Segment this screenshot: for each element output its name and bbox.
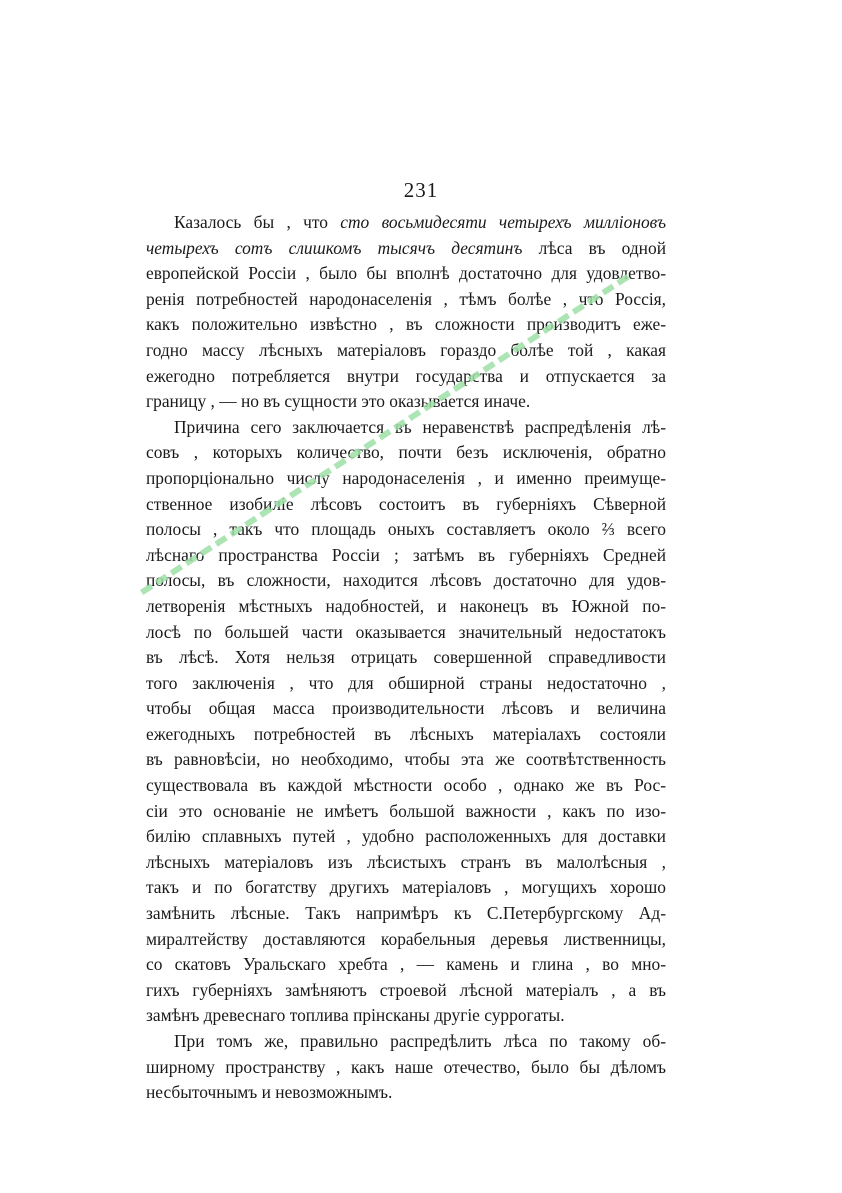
text-line — [146, 364, 666, 390]
text-segment: ежегодныхъ потребностей въ лѣсныхъ матеріалахъ состояли — [146, 723, 666, 744]
text-segment: миралтейству доставляются корабельныя деревья лиственницы, — [146, 928, 666, 949]
text-line — [146, 287, 666, 313]
text-segment: пропорціонально числу народонаселенія , и именно преимуще- — [146, 467, 666, 488]
text-segment: границу , — но въ сущности это оказывается иначе. — [146, 391, 531, 412]
text-line — [146, 978, 666, 1004]
text-line — [146, 952, 666, 978]
body-text — [146, 210, 666, 1106]
text-segment: Причина сего заключается въ неравенствѣ распредѣленія лѣ- — [174, 416, 666, 437]
text-segment: полосы, въ сложности, находится лѣсовъ достаточно для удов- — [146, 570, 666, 591]
text-line — [146, 594, 666, 620]
italic-text: четырехъ сотъ слишкомъ тысячъ десятинъ — [146, 237, 523, 258]
text-line — [146, 517, 666, 543]
text-segment: Казалось бы , что — [174, 212, 341, 232]
text-segment: замѣнить лѣсные. Такъ напримѣръ къ С.Петербургскому Ад- — [146, 903, 666, 924]
page-number: 231 — [403, 178, 439, 202]
text-segment: лосѣ по большей части оказывается значительный недостатокъ — [146, 621, 666, 642]
text-line — [146, 210, 666, 236]
text-segment: ширному пространству , какъ наше отечество, было бы дѣломъ — [146, 1056, 666, 1077]
text-segment: совъ , которыхъ количество, почти безъ исключенія, обратно — [146, 442, 666, 463]
text-segment: ренія потребностей народонаселенія , тѣмъ болѣе , что Россія, — [146, 288, 666, 309]
text-line — [146, 901, 666, 927]
text-line — [146, 722, 666, 748]
text-segment: полосы , такъ что площадь оныхъ составляетъ около ⅔ всего — [146, 519, 666, 540]
text-segment: существовала въ каждой мѣстности особо , однако же въ Рос- — [146, 775, 666, 796]
text-segment: лѣса въ одной — [522, 237, 666, 258]
text-line — [146, 927, 666, 953]
text-line — [146, 312, 666, 338]
italic-text: сто восьмидесяти четырехъ милліоновъ — [340, 212, 666, 232]
text-line — [146, 1055, 666, 1081]
text-line — [146, 1080, 666, 1106]
text-line — [146, 696, 666, 722]
text-line — [146, 824, 666, 850]
text-segment: лѣсныхъ матеріаловъ изъ лѣсистыхъ странъ въ малолѣсныя , — [146, 851, 666, 872]
text-line — [146, 620, 666, 646]
text-segment: какъ положительно извѣстно , въ сложности производитъ еже- — [146, 314, 666, 335]
text-segment: летворенія мѣстныхъ надобностей, и наконецъ въ Южной по- — [146, 595, 666, 616]
text-line — [146, 492, 666, 518]
text-segment: годно массу лѣсныхъ матеріаловъ гораздо болѣе той , какая — [146, 339, 666, 360]
text-segment: ственное изобиліе лѣсовъ состоитъ въ губерніяхъ Сѣверной — [146, 493, 666, 514]
text-line — [146, 747, 666, 773]
text-segment: билію сплавныхъ путей , удобно расположенныхъ для доставки — [146, 826, 666, 847]
text-segment: несбыточнымъ и невозможнымъ. — [146, 1082, 393, 1103]
text-segment: европейской Россіи , было бы вполнѣ достаточно для удовлетво- — [146, 263, 666, 284]
text-segment: При томъ же, правильно распредѣлить лѣса по такому об- — [174, 1031, 666, 1051]
text-segment: со скатовъ Уральскаго хребта , — камень и глина , во мно- — [146, 954, 666, 975]
text-line — [146, 1029, 666, 1055]
text-line — [146, 645, 666, 671]
text-segment: гихъ губерніяхъ замѣняютъ строевой лѣсной матеріалъ , а въ — [146, 979, 666, 1000]
text-line — [146, 875, 666, 901]
text-line — [146, 543, 666, 569]
text-line — [146, 568, 666, 594]
text-segment: сіи это основаніе не имѣетъ большой важности , какъ по изо- — [146, 800, 666, 821]
text-segment: ежегодно потребляется внутри государства и отпускается за — [146, 365, 666, 386]
text-line — [146, 440, 666, 466]
text-segment: въ равновѣсіи, но необходимо, чтобы эта же соотвѣтственность — [146, 749, 666, 770]
text-line — [146, 671, 666, 697]
text-segment: въ лѣсѣ. Хотя нельзя отрицать совершенной справедливости — [146, 647, 666, 668]
text-line — [146, 1003, 666, 1029]
text-line — [146, 415, 666, 441]
text-segment: чтобы общая масса производительности лѣсовъ и величина — [146, 698, 666, 719]
text-line — [146, 261, 666, 287]
text-line — [146, 389, 666, 415]
text-segment: такъ и по богатству другихъ матеріаловъ , могущихъ хорошо — [146, 877, 666, 898]
text-segment: замѣнъ древеснаго топлива прінсканы другіе суррогаты. — [146, 1005, 565, 1026]
text-line — [146, 338, 666, 364]
text-line — [146, 773, 666, 799]
text-line — [146, 850, 666, 876]
text-line — [146, 236, 666, 262]
text-line — [146, 466, 666, 492]
text-line — [146, 799, 666, 825]
text-segment: того заключенія , что для обширной страны недостаточно , — [146, 672, 666, 693]
text-segment: лѣснаго пространства Россіи ; затѣмъ въ губерніяхъ Средней — [146, 544, 666, 565]
